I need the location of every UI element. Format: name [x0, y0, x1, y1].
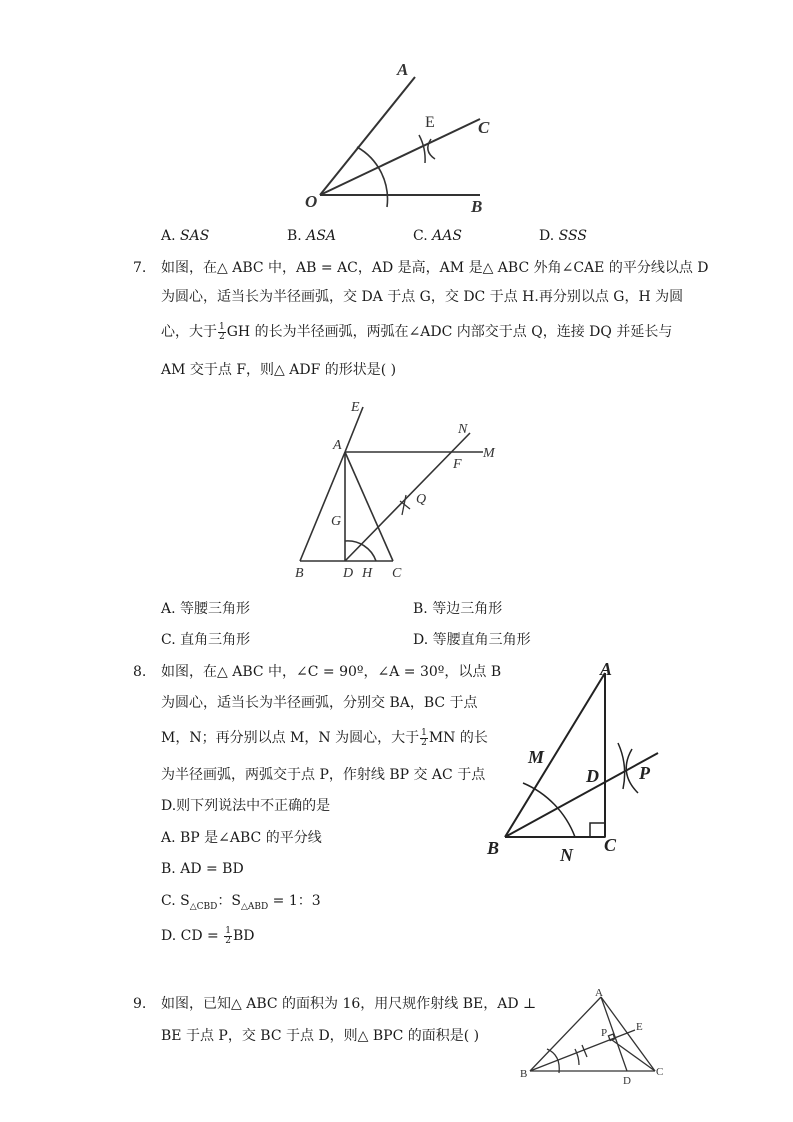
option-text: 等腰直角三角形 [432, 632, 531, 648]
q7-figure [288, 395, 513, 585]
q7-line-1: 如图，在△ ABC 中，AB = AC，AD 是高，AM 是△ ABC 外角∠CAE 的平分线以点 D [161, 260, 709, 276]
q9-label-b: B [520, 1068, 528, 1080]
option-letter: A. [161, 830, 176, 846]
q8-fraction [420, 729, 428, 748]
q7-label-d: D [343, 566, 354, 581]
option-text: BP 是∠ABC 的平分线 [180, 830, 322, 846]
option-text: ASA [306, 228, 337, 244]
q8-option-a[interactable] [161, 828, 322, 848]
option-text: AAS [432, 228, 462, 244]
q7-number: 7. [133, 260, 147, 276]
q8-figure [480, 655, 665, 870]
fraction-den: 2 [225, 935, 231, 946]
q6-option-a[interactable] [161, 226, 209, 246]
fraction-num: 1 [225, 925, 231, 936]
q7-line-4: AM 交于点 F，则△ ADF 的形状是( ) [161, 362, 397, 378]
option-text: 直角三角形 [180, 632, 251, 648]
q9-line-2: BE 于点 P，交 BC 于点 D，则△ BPC 的面积是( ) [161, 1028, 480, 1044]
q6-option-d[interactable] [539, 226, 587, 246]
option-c-s1: S [180, 893, 190, 909]
q7-label-q: Q [416, 492, 427, 507]
option-text [180, 893, 321, 912]
fraction-num: 1 [219, 321, 225, 332]
fraction-num: 1 [421, 727, 427, 738]
q7-label-c: C [392, 566, 402, 581]
option-text: AD = BD [180, 861, 244, 877]
q8-line-3 [161, 728, 488, 748]
q6-figure [295, 55, 505, 220]
q6-option-c[interactable] [413, 226, 462, 246]
q7-option-c[interactable] [161, 630, 250, 650]
option-text: 等腰三角形 [180, 601, 251, 617]
q9-line-1: 如图，已知△ ABC 的面积为 16，用尺规作射线 BE，AD ⊥ [161, 996, 537, 1012]
option-letter: D. [413, 632, 429, 648]
q8-label-n: N [560, 845, 573, 865]
q8-label-c: C [604, 835, 617, 855]
q9-label-p: P [601, 1027, 608, 1039]
q7-line-3 [161, 322, 672, 342]
q8-line-5: D.则下列说法中不正确的是 [161, 798, 331, 814]
fraction-den: 2 [219, 331, 225, 342]
option-letter: B. [161, 861, 176, 877]
option-letter: A. [161, 601, 176, 617]
option-letter: B. [413, 601, 428, 617]
q8-label-p: P [639, 763, 650, 783]
q7-line-3-pre: 心，大于 [161, 324, 217, 340]
option-letter: D. [161, 928, 177, 944]
option-letter: C. [413, 228, 428, 244]
q6-label-e: E [425, 114, 435, 131]
option-letter: D. [539, 228, 555, 244]
option-letter: A. [161, 228, 176, 244]
option-letter: B. [287, 228, 302, 244]
q7-label-a: A [333, 438, 342, 453]
q8-option-c[interactable] [161, 891, 321, 917]
option-text: SSS [558, 228, 587, 244]
q7-option-d[interactable] [413, 630, 531, 650]
q8-label-m: M [528, 747, 545, 767]
q9-label-a: A [595, 987, 603, 999]
option-d-post: BD [232, 928, 255, 944]
q7-label-g: G [331, 514, 342, 529]
q6-label-c: C [478, 118, 490, 137]
q7-label-f: F [453, 457, 462, 472]
q7-option-a[interactable] [161, 599, 250, 619]
q6-label-a: A [397, 60, 409, 79]
option-text: SAS [180, 228, 210, 244]
q8-label-a: A [600, 659, 613, 679]
q9-figure [515, 985, 675, 1085]
q7-label-n: N [458, 422, 468, 437]
q8-line-3-post: MN 的长 [428, 730, 488, 746]
q6-option-b[interactable] [287, 226, 336, 246]
option-c-sub1: △CBD [189, 901, 218, 912]
q8-option-d[interactable] [161, 926, 254, 946]
q6-label-b: B [471, 197, 483, 216]
q7-fraction [218, 323, 226, 342]
q7-label-e: E [351, 400, 360, 415]
q9-number: 9. [133, 996, 147, 1012]
q9-label-e: E [636, 1021, 643, 1033]
q7-line-2: 为圆心，适当长为半径画弧，交 DA 于点 G，交 DC 于点 H.再分别以点 G，H 为圆 [161, 289, 684, 305]
q9-label-c: C [656, 1066, 664, 1078]
q7-label-b: B [295, 566, 304, 581]
q8-line-1: 如图，在△ ABC 中，∠C = 90º，∠A = 30º，以点 B [161, 664, 502, 680]
q8-line-4: 为半径画弧，两弧交于点 P，作射线 BP 交 AC 于点 [161, 767, 486, 783]
q8-label-d: D [586, 766, 599, 786]
fraction-den: 2 [421, 737, 427, 748]
q8-option-b[interactable] [161, 859, 244, 879]
q7-option-b[interactable] [413, 599, 502, 619]
q8-label-b: B [487, 838, 500, 858]
q7-line-3-post: GH 的长为半径画弧，两弧在∠ADC 内部交于点 Q，连接 DQ 并延长与 [226, 324, 673, 340]
q8-line-3-pre: M，N；再分别以点 M，N 为圆心，大于 [161, 730, 420, 746]
option-c-mid: ：S [217, 893, 241, 909]
option-letter: C. [161, 893, 176, 909]
q6-label-o: O [305, 192, 318, 211]
option-d-pre: CD = [180, 928, 224, 944]
option-text: 等边三角形 [432, 601, 503, 617]
option-c-post: = 1：3 [268, 893, 321, 909]
q8-option-d-fraction [224, 927, 232, 946]
q7-label-h: H [362, 566, 373, 581]
q9-label-d: D [623, 1075, 631, 1085]
q8-number: 8. [133, 664, 147, 680]
q7-label-m: M [483, 446, 495, 461]
q8-line-2: 为圆心，适当长为半径画弧，分别交 BA，BC 于点 [161, 695, 478, 711]
option-text [180, 925, 255, 946]
option-letter: C. [161, 632, 176, 648]
option-c-sub2: △ABD [240, 901, 269, 912]
